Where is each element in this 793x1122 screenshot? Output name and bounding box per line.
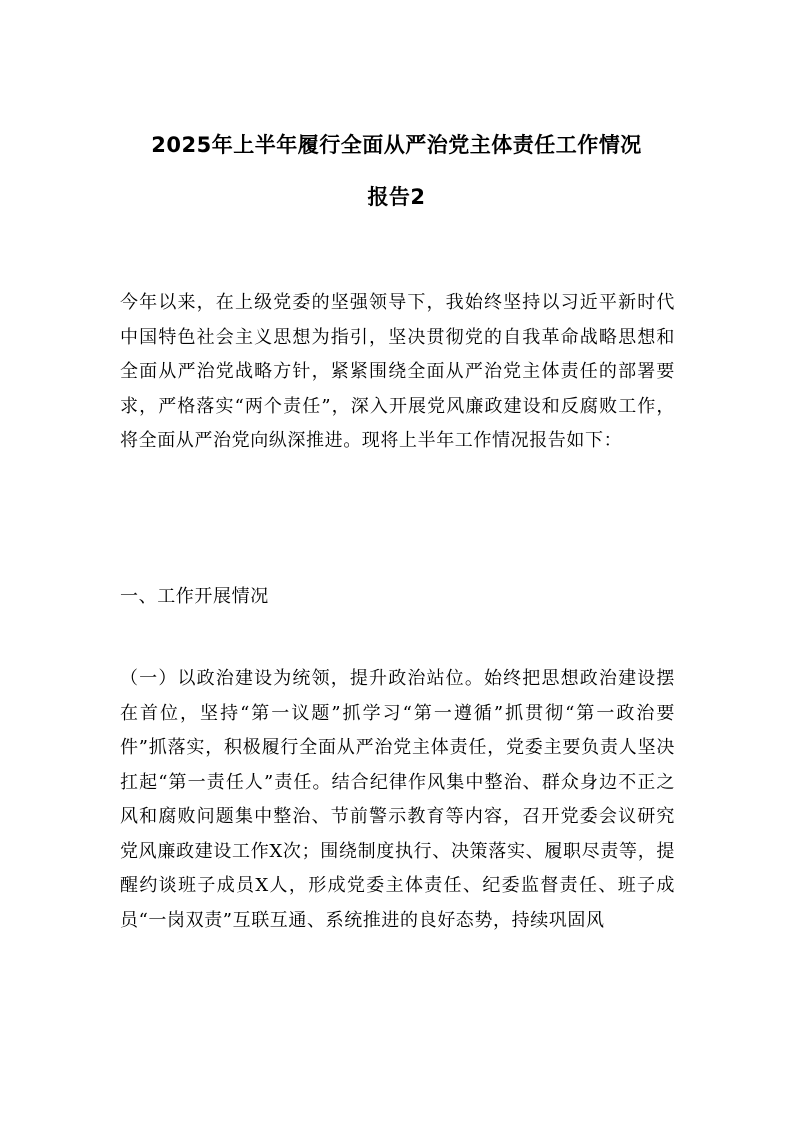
title-line-1: 2025年上半年履行全面从严治党主体责任工作情况: [151, 133, 642, 157]
document-title: [100, 131, 693, 211]
section-heading: 一、工作开展情况: [120, 586, 269, 607]
title-line-2: 报告2: [367, 185, 426, 209]
intro-paragraph: 今年以来，在上级党委的坚强领导下，我始终坚持以习近平新时代中国特色社会主义思想为指引，坚决贯彻党的自我革命战略思想和全面从严治党战略方针，紧紧围绕全面从严治党主体责任的部署要求，严格落实“两个责任”，深入开展党风廉政建设和反腐败工作，将全面从严治党向纵深推进。现将上半年工作情况报告如下：: [120, 292, 675, 451]
section-paragraph: （一）以政治建设为统领，提升政治站位。始终把思想政治建设摆在首位，坚持“第一议题”抓学习“第一遵循”抓贯彻“第一政治要件”抓落实，积极履行全面从严治党主体责任，党委主要负责人坚决扛起“第一责任人”责任。结合纪律作风集中整治、群众身边不正之风和腐败问题集中整治、节前警示教育等内容，召开党委会议研究党风廉政建设工作X次；围绕制度执行、决策落实、履职尽责等，提醒约谈班子成员X人，形成党委主体责任、纪委监督责任、班子成员“一岗双责”互联互通、系统推进的良好态势，持续巩固风: [120, 668, 675, 931]
